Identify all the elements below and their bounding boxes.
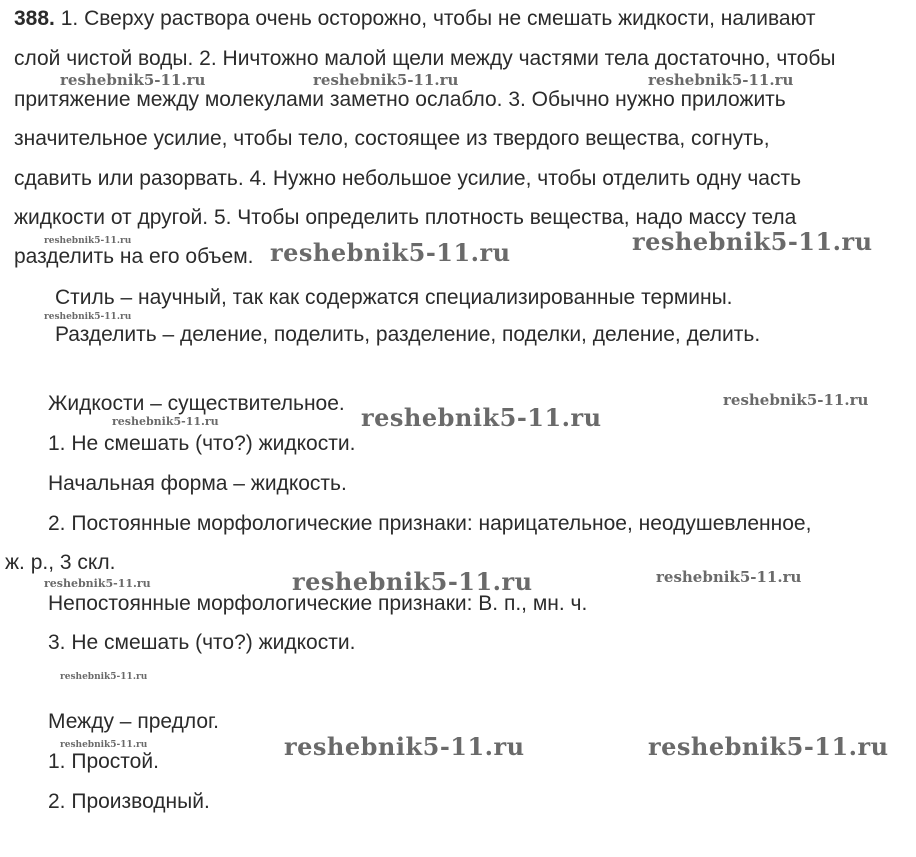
watermark: reshebnik5-11.ru: [656, 568, 802, 586]
zhidkosti-initial-form: Начальная форма – жидкость.: [48, 472, 347, 495]
watermark: reshebnik5-11.ru: [648, 71, 794, 89]
task-line-5: сдавить или разорвать. 4. Нужно небольшое усилие, чтобы отделить одну часть: [14, 167, 802, 190]
zhidkosti-item-2a: 2. Постоянные морфологические признаки: нарицательное, неодушевленное,: [48, 512, 812, 535]
watermark: reshebnik5-11.ru: [723, 391, 869, 409]
zhidkosti-item-2b: ж. р., 3 скл.: [5, 551, 116, 574]
watermark: reshebnik5-11.ru: [44, 577, 151, 590]
task-number: 388.: [14, 7, 55, 30]
zhidkosti-item-1: 1. Не смешать (что?) жидкости.: [48, 432, 356, 455]
watermark: reshebnik5-11.ru: [284, 732, 525, 761]
task-line-1: [14, 7, 816, 31]
watermark: reshebnik5-11.ru: [270, 238, 511, 267]
mezhdu-heading: Между – предлог.: [48, 710, 219, 733]
watermark: reshebnik5-11.ru: [60, 71, 206, 89]
task-text-line-1: 1. Сверху раствора очень осторожно, чтобы не смешать жидкости, наливают: [60, 7, 816, 30]
watermark: reshebnik5-11.ru: [112, 415, 219, 428]
razdelit-line: Разделить – деление, поделить, разделение, поделки, деление, делить.: [55, 323, 761, 346]
watermark: reshebnik5-11.ru: [648, 732, 889, 761]
zhidkosti-item-3: 3. Не смешать (что?) жидкости.: [48, 631, 356, 654]
watermark: reshebnik5-11.ru: [60, 740, 148, 750]
task-line-6: жидкости от другой. 5. Чтобы определить плотность вещества, надо массу тела: [14, 206, 797, 229]
task-line-3: притяжение между молекулами заметно ослабло. 3. Обычно нужно приложить: [14, 88, 786, 111]
task-line-7: разделить на его объем.: [14, 245, 254, 268]
mezhdu-item-1: 1. Простой.: [48, 750, 159, 773]
watermark: reshebnik5-11.ru: [60, 672, 148, 682]
zhidkosti-nonconstant: Непостоянные морфологические признаки: В. п., мн. ч.: [48, 592, 588, 615]
style-line: Стиль – научный, так как содержатся специализированные термины.: [55, 286, 733, 309]
watermark: reshebnik5-11.ru: [44, 236, 132, 246]
watermark: reshebnik5-11.ru: [361, 403, 602, 432]
task-line-4: значительное усилие, чтобы тело, состоящее из твердого вещества, согнуть,: [14, 127, 770, 150]
mezhdu-item-2: 2. Производный.: [48, 790, 210, 813]
task-line-2: слой чистой воды. 2. Ничтожно малой щели между частями тела достаточно, чтобы: [14, 47, 836, 70]
zhidkosti-heading: Жидкости – существительное.: [48, 392, 345, 415]
watermark: reshebnik5-11.ru: [313, 71, 459, 89]
watermark: reshebnik5-11.ru: [44, 312, 132, 322]
watermark: reshebnik5-11.ru: [292, 567, 533, 596]
watermark: reshebnik5-11.ru: [632, 227, 873, 256]
